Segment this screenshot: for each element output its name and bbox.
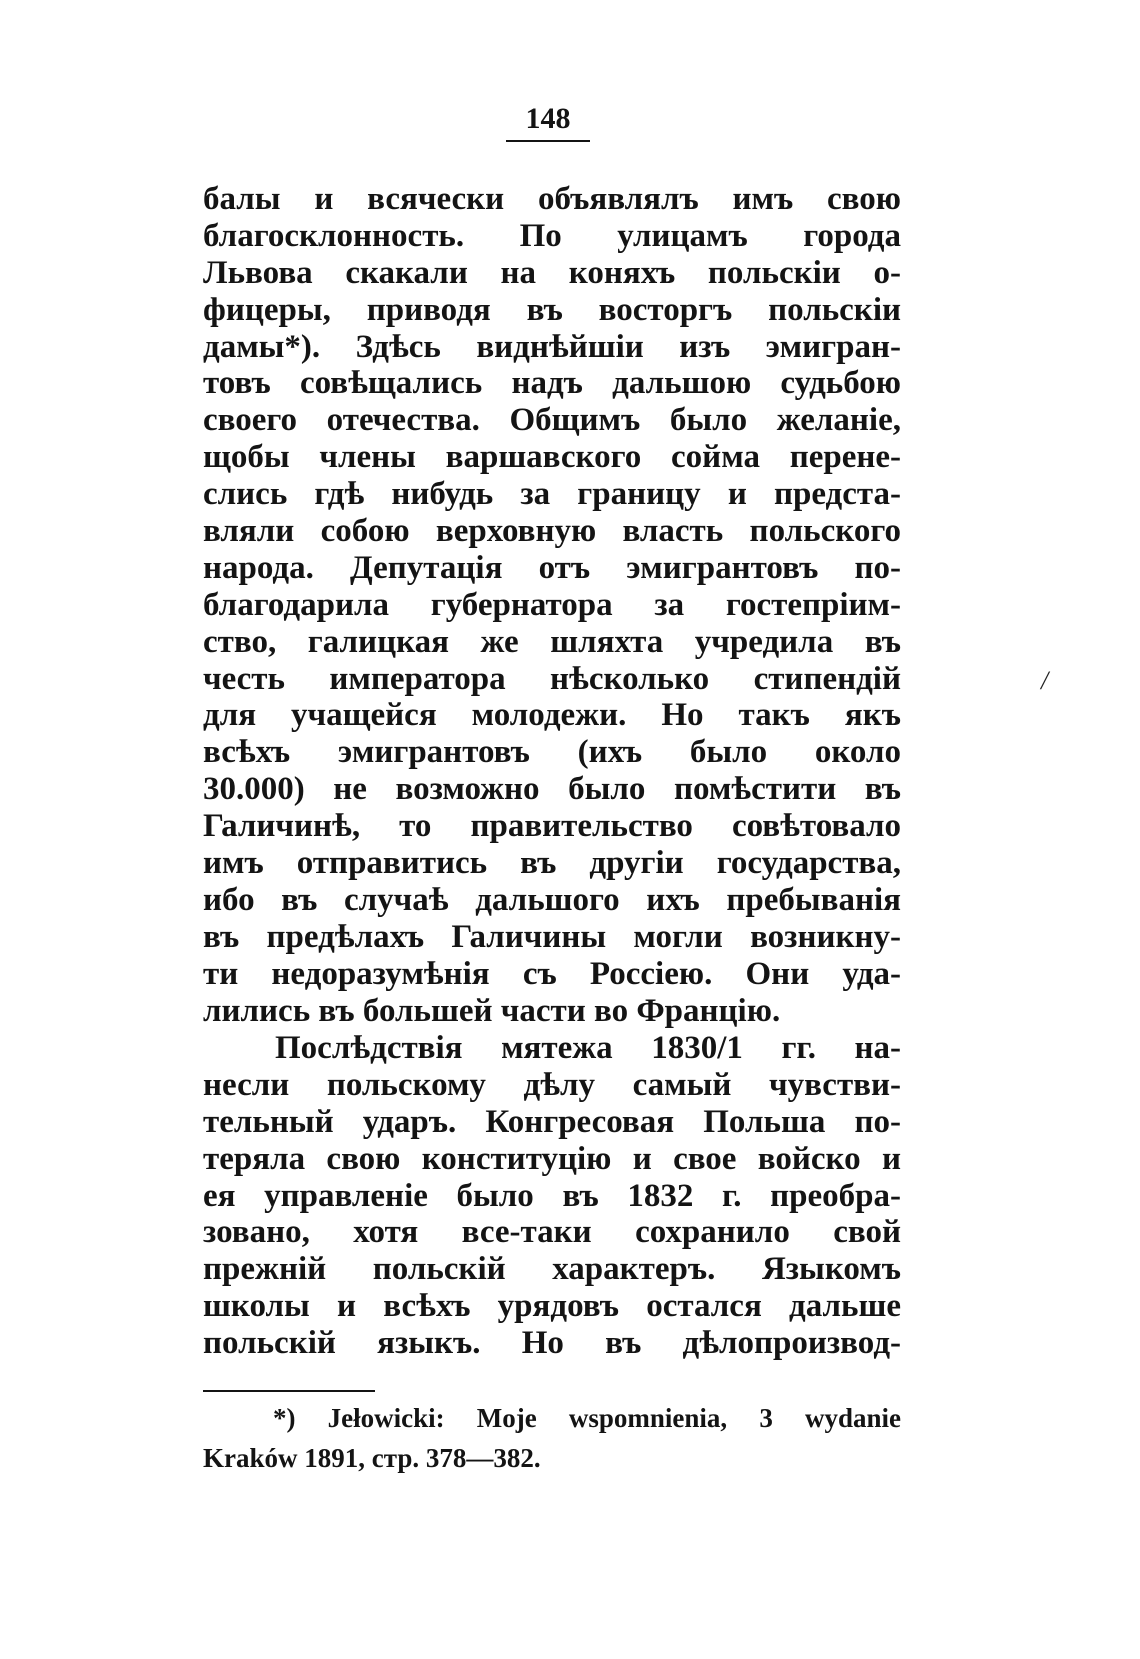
text-line: польскій языкъ. Но въ дѣлопроизвод- [203, 1325, 901, 1362]
text-line: благосклонность. По улицамъ города [203, 217, 901, 254]
paragraph-1 [203, 181, 901, 1029]
footnote-line: *) Jełowicki: Moje wspomnienia, 3 wydanie [273, 1403, 901, 1433]
text-line: ти недоразумѣнія съ Россіею. Они уда- [203, 955, 901, 992]
text-line: вляли собою верховную власть польского [203, 513, 901, 550]
paragraph-2 [203, 1030, 901, 1362]
text-line: школы и всѣхъ урядовъ остался дальше [203, 1288, 901, 1325]
page-number: 148 [525, 102, 571, 135]
text-line: теряла свою конституцію и свое войско и [203, 1140, 901, 1177]
text-line: слись гдѣ нибудь за границу и предста- [203, 476, 901, 513]
text-line: фицеры, приводя въ восторгъ польскіи [203, 291, 901, 328]
text-line: Галичинѣ, то правительство совѣтовало [203, 808, 901, 845]
text-line: балы и всячески объявлялъ имъ свою [203, 181, 901, 217]
text-line: для учащейся молодежи. Но такъ якъ [203, 697, 901, 734]
footnote-line: Kraków 1891, стр. 378—382. [203, 1443, 541, 1473]
text-line: тельный ударъ. Конгресовая Польша по- [203, 1103, 901, 1140]
text-line: честь императора нѣсколько стипендій [203, 660, 901, 697]
footnote [203, 1398, 901, 1478]
text-line: дамы*). Здѣсь виднѣйшіи изъ эмигран- [203, 328, 901, 365]
text-line: щобы члены варшавского сойма перене- [203, 439, 901, 476]
text-line: товъ совѣщались надъ дальшою судьбою [203, 365, 901, 402]
text-line: несли польскому дѣлу самый чувстви- [203, 1066, 901, 1103]
text-line: зовано, хотя все-таки сохранило свой [203, 1214, 901, 1251]
footnote-rule [203, 1390, 375, 1392]
text-line: народа. Депутація отъ эмигрантовъ по- [203, 549, 901, 586]
text-line: Львова скакали на коняхъ польскіи о- [203, 254, 901, 291]
text-line: ея управленіе было въ 1832 г. преобра- [203, 1177, 901, 1214]
text-line: лились въ большей части во Францію. [203, 992, 781, 1029]
page-number-rule [506, 140, 590, 142]
text-line: ибо въ случаѣ дальшого ихъ пребыванія [203, 881, 901, 918]
text-line: прежній польскій характеръ. Языкомъ [203, 1251, 901, 1288]
text-line: имъ отправитись въ другіи государства, [203, 845, 901, 882]
text-line: своего отечества. Общимъ было желаніе, [203, 402, 901, 439]
text-line: 30.000) не возможно было помѣстити въ [203, 771, 901, 808]
text-line: въ предѣлахъ Галичины могли возникну- [203, 918, 901, 955]
text-line: благодарила губернатора за гостепріим- [203, 586, 901, 623]
margin-mark: / [1041, 666, 1049, 695]
text-line: ство, галицкая же шляхта учредила въ [203, 623, 901, 660]
text-line: Послѣдствія мятежа 1830/1 гг. на- [275, 1030, 901, 1066]
text-line: всѣхъ эмигрантовъ (ихъ было около [203, 734, 901, 771]
